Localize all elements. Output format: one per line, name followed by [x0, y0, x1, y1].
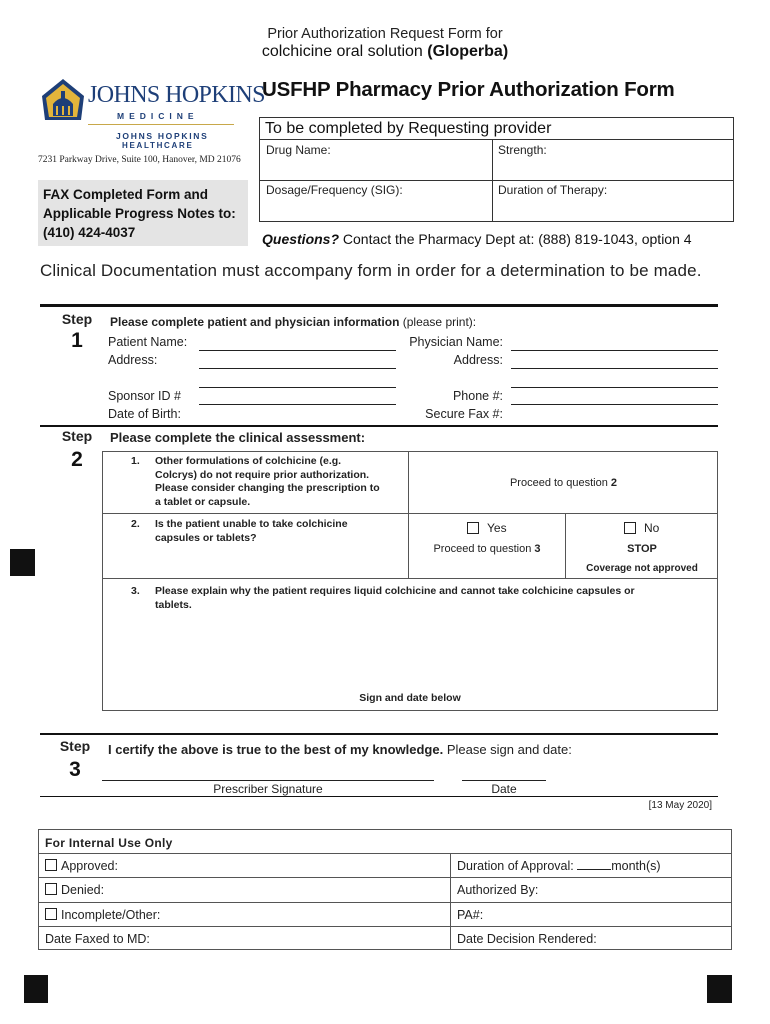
patient-address-input-2[interactable]: [199, 387, 396, 388]
step3-bottom-rule: [40, 796, 718, 797]
internal-divider: [39, 877, 731, 878]
q1-action: [409, 477, 718, 489]
registration-mark-left: [10, 549, 35, 576]
logo-jhh: JOHNS HOPKINS: [116, 131, 209, 141]
yes-checkbox[interactable]: [467, 522, 479, 534]
q2-number: 2.: [131, 518, 140, 530]
q2-line: capsules or tablets?: [155, 531, 257, 544]
denied-checkbox[interactable]: [45, 883, 57, 895]
assessment-divider-h1: [102, 513, 718, 514]
q1-action-number: 2: [610, 477, 618, 489]
step2-label: Step: [61, 428, 93, 444]
authorized-by-label[interactable]: Authorized By:: [457, 883, 539, 897]
no-checkbox[interactable]: [624, 522, 636, 534]
secure-fax-label: Secure Fax #:: [425, 407, 503, 421]
internal-use-box: [38, 829, 732, 950]
certify-bold: I certify the above is true to the best of my knowledge.: [108, 742, 444, 757]
denied-label: Denied:: [61, 883, 105, 897]
fax-instructions: [38, 180, 248, 246]
assessment-divider-h2: [102, 578, 718, 579]
questions-label: Questions?: [262, 231, 340, 247]
logo-divider: [88, 124, 234, 125]
internal-divider: [39, 853, 731, 854]
strength-field[interactable]: Strength:: [498, 143, 547, 157]
internal-heading: For Internal Use Only: [45, 836, 173, 850]
form-title: USFHP Pharmacy Prior Authorization Form: [262, 78, 675, 101]
logo-johns-hopkins: JOHNS HOPKINS: [88, 82, 265, 108]
logo-medicine: MEDICINE: [117, 111, 199, 121]
sponsor-id-input[interactable]: [199, 404, 396, 405]
step2-number: 2: [71, 448, 83, 471]
approved-checkbox[interactable]: [45, 859, 57, 871]
q3-number: 3.: [131, 585, 140, 597]
duration-approval-blank[interactable]: [577, 860, 611, 870]
clinical-notice: Clinical Documentation must accompany form in order for a determination to be made.: [40, 261, 702, 280]
requester-heading: To be completed by Requesting provider: [260, 118, 733, 140]
form-header-line1: Prior Authorization Request Form for: [267, 26, 503, 42]
step3-number: 3: [69, 758, 81, 781]
signature-input[interactable]: [102, 780, 434, 781]
patient-name-label: Patient Name:: [108, 335, 188, 349]
phone-label: Phone #:: [452, 389, 503, 403]
duration-approval[interactable]: [457, 859, 661, 873]
step2-rule: [40, 425, 718, 427]
q1-line: Other formulations of colchicine (e.g.: [155, 455, 342, 467]
fax-number: (410) 424-4037: [43, 225, 136, 240]
no-label: No: [644, 521, 660, 535]
physician-address-input[interactable]: [511, 368, 718, 369]
revision-date: [13 May 2020]: [648, 800, 712, 811]
dob-label: Date of Birth:: [108, 407, 181, 421]
certify-rest: Please sign and date:: [446, 742, 572, 757]
registration-mark-bottom-right: [707, 975, 732, 1003]
yes-action-number: 3: [534, 543, 541, 555]
pa-number-label[interactable]: PA#:: [457, 908, 484, 922]
assessment-divider-v: [408, 451, 409, 578]
step1-heading-rest: (please print):: [402, 315, 477, 329]
q3-text: [155, 585, 715, 612]
step1-number: 1: [71, 329, 83, 352]
step2-heading: Please complete the clinical assessment:: [110, 430, 366, 445]
signature-label: Prescriber Signature: [213, 782, 323, 796]
q3-line: tablets.: [155, 598, 192, 611]
form-header-line2: [0, 43, 770, 61]
internal-divider: [39, 902, 731, 903]
step1-heading-bold: Please complete patient and physician information: [110, 315, 400, 329]
date-faxed-label[interactable]: Date Faxed to MD:: [45, 932, 150, 946]
sponsor-id-label: Sponsor ID #: [108, 389, 181, 403]
step3-label: Step: [59, 738, 91, 754]
q1-line: Colcrys) do not require prior authorization.: [155, 468, 370, 481]
step1-label: Step: [61, 311, 93, 327]
q3-explanation-area[interactable]: [140, 610, 710, 680]
requester-box: [259, 117, 734, 222]
requester-divider-v: [492, 140, 493, 222]
drug-name-field[interactable]: Drug Name:: [266, 143, 331, 157]
q1-text: [155, 455, 405, 509]
patient-name-input[interactable]: [199, 350, 396, 351]
stop-label: STOP: [627, 543, 657, 555]
drug-brand-name: (Gloperba): [427, 43, 509, 60]
logo-healthcare: HEALTHCARE: [122, 141, 194, 150]
fax-line1: FAX Completed Form and: [43, 187, 209, 202]
drug-generic-name: colchicine oral solution: [261, 43, 423, 60]
internal-divider: [39, 926, 731, 927]
duration-approval-unit: month(s): [611, 859, 661, 873]
q1-action-text: Proceed to question: [509, 477, 608, 489]
dosage-field[interactable]: Dosage/Frequency (SIG):: [266, 183, 403, 197]
internal-divider-v: [450, 853, 451, 950]
patient-address-label: Address:: [108, 353, 158, 367]
q2-line: Is the patient unable to take colchicine: [155, 518, 348, 530]
approved-label: Approved:: [61, 859, 118, 873]
physician-address-label: Address:: [453, 353, 503, 367]
step3-rule: [40, 733, 718, 735]
step1-heading: [110, 315, 476, 329]
step1-rule: [40, 304, 718, 307]
registration-mark-bottom-left: [24, 975, 48, 1003]
date-input[interactable]: [462, 780, 546, 781]
q1-line: a tablet or capsule.: [155, 495, 251, 508]
duration-approval-label: Duration of Approval:: [457, 859, 574, 873]
physician-name-label: Physician Name:: [409, 335, 503, 349]
duration-field[interactable]: Duration of Therapy:: [498, 183, 608, 197]
q3-line: Please explain why the patient requires liquid colchicine and cannot take colchicine capsules or: [155, 585, 635, 597]
sign-below: Sign and date below: [359, 692, 461, 704]
fax-line2: Applicable Progress Notes to:: [43, 206, 236, 221]
phone-input[interactable]: [511, 404, 718, 405]
questions-text: Contact the Pharmacy Dept at: (888) 819-1043, option 4: [342, 231, 692, 247]
yes-label: Yes: [487, 521, 507, 535]
q1-number: 1.: [131, 455, 140, 467]
incomplete-checkbox[interactable]: [45, 908, 57, 920]
q1-line: Please consider changing the prescription to: [155, 482, 380, 494]
requester-divider-h: [260, 180, 733, 181]
yes-action-text: Proceed to question: [433, 543, 532, 555]
q2-text: [155, 518, 405, 545]
coverage-not-approved: Coverage not approved: [586, 563, 698, 574]
date-decision-label[interactable]: Date Decision Rendered:: [457, 932, 597, 946]
incomplete-label: Incomplete/Other:: [61, 908, 161, 922]
patient-address-input[interactable]: [199, 368, 396, 369]
physician-address-input-2[interactable]: [511, 387, 718, 388]
certify-statement: [108, 742, 572, 757]
organization-address: 7231 Parkway Drive, Suite 100, Hanover, MD 21076: [38, 155, 241, 165]
physician-name-input[interactable]: [511, 350, 718, 351]
questions-contact: [262, 231, 692, 247]
date-label: Date: [491, 782, 517, 796]
yes-action: [409, 543, 565, 555]
johns-hopkins-shield-logo: [40, 78, 86, 122]
